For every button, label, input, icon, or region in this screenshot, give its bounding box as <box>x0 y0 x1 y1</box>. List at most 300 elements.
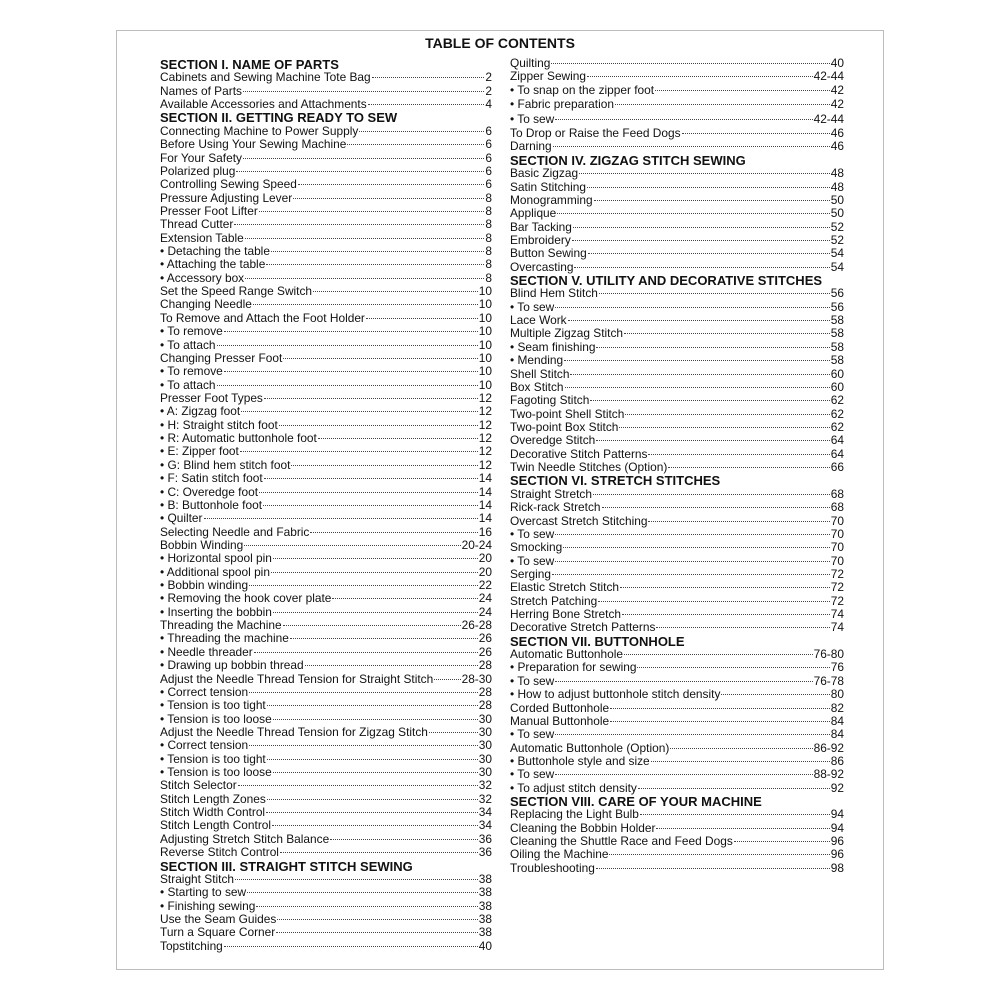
entry-label: Serging <box>510 566 551 581</box>
entry-page-number: 30 <box>478 724 492 739</box>
dot-leader <box>619 427 829 428</box>
toc-entry <box>510 608 844 621</box>
toc-section-heading <box>510 474 844 487</box>
entry-label: Stitch Length Zones <box>160 791 266 806</box>
entry-label: • To sew <box>510 767 555 782</box>
dot-leader <box>372 77 485 78</box>
entry-label: To Remove and Attach the Foot Holder <box>160 310 365 325</box>
dot-leader <box>273 772 478 773</box>
dot-leader <box>267 799 478 800</box>
entry-label: Elastic Stretch Stitch <box>510 580 620 595</box>
entry-page-number: 60 <box>830 366 844 381</box>
dot-leader <box>280 852 478 853</box>
toc-entry <box>510 314 844 327</box>
dot-leader <box>283 358 477 359</box>
entry-page-number: 32 <box>478 791 492 806</box>
toc-entry <box>510 822 844 835</box>
dot-leader <box>266 264 484 265</box>
dot-leader <box>310 532 477 533</box>
entry-page-number: 10 <box>478 350 492 365</box>
entry-label: Darning <box>510 139 552 154</box>
entry-page-number: 98 <box>830 860 844 875</box>
entry-label: • Needle threader <box>160 644 253 659</box>
toc-entry <box>160 98 492 111</box>
dot-leader <box>245 238 485 239</box>
entry-page-number: 56 <box>830 299 844 314</box>
entry-label: Zipper Sewing <box>510 69 587 84</box>
toc-entry <box>160 552 492 565</box>
toc-entry <box>160 926 492 939</box>
toc-entry <box>160 178 492 191</box>
dot-leader <box>555 561 830 562</box>
entry-label: Adjust the Needle Thread Tension for Zigzag Stitch <box>160 724 428 739</box>
toc-entry <box>160 312 492 325</box>
toc-section-heading <box>510 154 844 167</box>
toc-entry <box>510 434 844 447</box>
entry-label: Smocking <box>510 540 563 555</box>
entry-label: • Drawing up bobbin thread <box>160 658 304 673</box>
entry-label: Extension Table <box>160 230 244 245</box>
entry-label: Basic Zigzag <box>510 166 579 181</box>
toc-entry <box>510 194 844 207</box>
entry-label: • Quilter <box>160 511 203 526</box>
toc-entry <box>510 755 844 768</box>
dot-leader <box>305 665 478 666</box>
entry-label: • F: Satin stitch foot <box>160 471 263 486</box>
entry-label: • Removing the hook cover plate <box>160 591 332 606</box>
toc-entry <box>160 592 492 605</box>
toc-entry <box>510 782 844 795</box>
dot-leader <box>610 708 830 709</box>
toc-entry <box>160 285 492 298</box>
entry-label: Automatic Buttonhole (Option) <box>510 740 670 755</box>
entry-page-number: 62 <box>830 393 844 408</box>
entry-label: Lace Work <box>510 313 567 328</box>
dot-leader <box>565 387 830 388</box>
entry-page-number: 76-78 <box>813 673 844 688</box>
entry-label: Quilting <box>510 56 551 70</box>
entry-label: • Threading the machine <box>160 631 289 646</box>
entry-page-number: 12 <box>478 431 492 446</box>
entry-page-number: 14 <box>478 484 492 499</box>
toc-entry <box>510 247 844 260</box>
dot-leader <box>588 253 830 254</box>
dot-leader <box>224 331 478 332</box>
entry-label: Replacing the Light Bulb <box>510 807 639 822</box>
entry-page-number: 2 <box>485 70 492 85</box>
entry-page-number: 82 <box>830 700 844 715</box>
entry-page-number: 70 <box>830 540 844 555</box>
entry-label: • Seam finishing <box>510 339 596 354</box>
entry-page-number: 8 <box>485 230 492 245</box>
toc-entry <box>160 713 492 726</box>
entry-label: • A: Zigzag foot <box>160 404 241 419</box>
dot-leader <box>249 745 478 746</box>
entry-label: Selecting Needle and Fabric <box>160 524 310 539</box>
dot-leader <box>368 104 485 105</box>
entry-page-number: 2 <box>485 83 492 98</box>
dot-leader <box>290 638 478 639</box>
section-title: SECTION II. GETTING READY TO SEW <box>160 110 398 126</box>
toc-entry <box>160 445 492 458</box>
entry-label: Straight Stretch <box>510 486 592 501</box>
dot-leader <box>555 734 830 735</box>
toc-entry <box>510 327 844 340</box>
dot-leader <box>347 144 484 145</box>
toc-entry <box>510 84 844 97</box>
entry-label: To Drop or Raise the Feed Dogs <box>510 126 681 141</box>
entry-page-number: 56 <box>830 286 844 301</box>
entry-label: Names of Parts <box>160 83 242 98</box>
toc-entry <box>160 138 492 151</box>
dot-leader <box>313 291 478 292</box>
dot-leader <box>279 425 478 426</box>
entry-page-number: 58 <box>830 326 844 341</box>
entry-label: Oiling the Machine <box>510 847 609 862</box>
entry-label: Stitch Length Control <box>160 818 272 833</box>
dot-leader <box>273 558 478 559</box>
dot-leader <box>244 545 460 546</box>
dot-leader <box>568 320 830 321</box>
entry-label: • Inserting the bobbin <box>160 604 272 619</box>
dot-leader <box>670 748 812 749</box>
toc-entry <box>510 688 844 701</box>
dot-leader <box>570 374 829 375</box>
dot-leader <box>259 492 478 493</box>
entry-label: Two-point Box Stitch <box>510 419 619 434</box>
entry-label: • Fabric preparation <box>510 97 614 112</box>
dot-leader <box>366 318 478 319</box>
dot-leader <box>596 868 830 869</box>
dot-leader <box>594 200 830 201</box>
toc-entry <box>160 298 492 311</box>
entry-label: • To remove <box>160 364 223 379</box>
entry-label: • To adjust stitch density <box>510 780 637 795</box>
dot-leader <box>668 467 829 468</box>
toc-entry <box>510 848 844 861</box>
toc-entry <box>510 488 844 501</box>
toc-entry <box>160 913 492 926</box>
entry-label: Stitch Selector <box>160 778 237 793</box>
section-title: SECTION VII. BUTTONHOLE <box>510 633 685 649</box>
entry-label: Polarized plug <box>160 163 236 178</box>
entry-page-number: 42 <box>830 82 844 97</box>
entry-label: Button Sewing <box>510 246 587 261</box>
entry-page-number: 72 <box>830 566 844 581</box>
entry-page-number: 6 <box>485 137 492 152</box>
dot-leader <box>245 278 484 279</box>
dot-leader <box>624 654 813 655</box>
dot-leader <box>264 478 478 479</box>
entry-page-number: 12 <box>478 444 492 459</box>
entry-label: • Accessory box <box>160 270 245 285</box>
dot-leader <box>283 625 461 626</box>
entry-label: Multiple Zigzag Stitch <box>510 326 624 341</box>
entry-label: • Tension is too loose <box>160 711 272 726</box>
dot-leader <box>273 719 478 720</box>
toc-entry <box>160 152 492 165</box>
dot-leader <box>598 601 830 602</box>
toc-entry <box>510 728 844 741</box>
dot-leader <box>277 919 477 920</box>
dot-leader <box>359 131 484 132</box>
toc-entry <box>510 768 844 781</box>
dot-leader <box>656 828 829 829</box>
entry-label: Applique <box>510 206 557 221</box>
dot-leader <box>572 240 830 241</box>
entry-page-number: 30 <box>478 738 492 753</box>
dot-leader <box>555 681 812 682</box>
entry-page-number: 72 <box>830 580 844 595</box>
entry-label: Before Using Your Sewing Machine <box>160 137 347 152</box>
entry-page-number: 62 <box>830 406 844 421</box>
entry-label: • To snap on the zipper foot <box>510 82 655 97</box>
entry-label: Reverse Stitch Control <box>160 845 279 860</box>
entry-label: Bar Tacking <box>510 219 572 234</box>
entry-page-number: 40 <box>830 56 844 70</box>
entry-label: Changing Needle <box>160 297 252 312</box>
entry-page-number: 70 <box>830 513 844 528</box>
entry-page-number: 6 <box>485 163 492 178</box>
dot-leader <box>263 505 478 506</box>
entry-label: • To sew <box>510 526 555 541</box>
dot-leader <box>267 705 478 706</box>
entry-label: Overedge Stitch <box>510 433 596 448</box>
entry-label: Blind Hem Stitch <box>510 286 598 301</box>
entry-page-number: 40 <box>478 938 492 953</box>
dot-leader <box>217 385 478 386</box>
entry-page-number: 94 <box>830 820 844 835</box>
dot-leader <box>637 667 829 668</box>
entry-label: • To sew <box>510 299 555 314</box>
dot-leader <box>240 451 478 452</box>
dot-leader <box>590 400 829 401</box>
dot-leader <box>682 133 830 134</box>
entry-page-number: 10 <box>478 324 492 339</box>
toc-entry <box>510 408 844 421</box>
dot-leader <box>429 732 478 733</box>
entry-page-number: 42-44 <box>813 69 844 84</box>
entry-page-number: 14 <box>478 497 492 512</box>
entry-label: • Tension is too tight <box>160 698 266 713</box>
toc-entry <box>510 394 844 407</box>
toc-entry <box>510 97 844 112</box>
entry-page-number: 96 <box>830 834 844 849</box>
entry-page-number: 50 <box>830 206 844 221</box>
dot-leader <box>434 679 460 680</box>
dot-leader <box>238 785 478 786</box>
toc-entry <box>510 341 844 354</box>
dot-leader <box>234 224 484 225</box>
toc-entry <box>510 57 844 70</box>
entry-label: Use the Seam Guides <box>160 912 277 926</box>
toc-entry <box>510 661 844 674</box>
toc-entry <box>510 70 844 83</box>
entry-label: Turn a Square Corner <box>160 925 276 940</box>
entry-page-number: 26-28 <box>461 618 492 633</box>
entry-label: Stretch Patching <box>510 593 598 608</box>
entry-page-number: 68 <box>830 486 844 501</box>
dot-leader <box>204 518 478 519</box>
entry-page-number: 38 <box>478 925 492 940</box>
entry-page-number: 38 <box>478 871 492 886</box>
toc-entry <box>160 686 492 699</box>
dot-leader <box>235 879 478 880</box>
toc-entry <box>510 167 844 180</box>
toc-entry <box>160 419 492 432</box>
toc-entry <box>160 205 492 218</box>
toc-entry <box>160 459 492 472</box>
dot-leader <box>264 398 478 399</box>
entry-page-number: 30 <box>478 711 492 726</box>
entry-page-number: 72 <box>830 593 844 608</box>
entry-page-number: 68 <box>830 500 844 515</box>
entry-label: Topstitching <box>160 938 223 953</box>
toc-entry <box>160 218 492 231</box>
dot-leader <box>615 104 830 105</box>
entry-page-number: 38 <box>478 898 492 913</box>
toc-entry <box>160 512 492 525</box>
entry-page-number: 76 <box>830 660 844 675</box>
entry-page-number: 32 <box>478 778 492 793</box>
entry-label: Box Stitch <box>510 379 564 394</box>
toc-right-column <box>510 57 844 875</box>
entry-label: Presser Foot Types <box>160 390 263 405</box>
entry-page-number: 10 <box>478 297 492 312</box>
dot-leader <box>574 267 829 268</box>
dot-leader <box>563 547 830 548</box>
toc-entry <box>510 595 844 608</box>
dot-leader <box>596 440 830 441</box>
entry-page-number: 28 <box>478 658 492 673</box>
entry-label: • Buttonhole style and size <box>510 753 650 768</box>
dot-leader <box>555 774 812 775</box>
toc-section-heading <box>160 860 492 873</box>
toc-entry <box>160 365 492 378</box>
entry-label: Connecting Machine to Power Supply <box>160 123 359 138</box>
entry-page-number: 54 <box>830 259 844 274</box>
dot-leader <box>271 572 478 573</box>
entry-page-number: 66 <box>830 460 844 475</box>
entry-label: Overcast Stretch Stitching <box>510 513 648 528</box>
dot-leader <box>555 119 812 120</box>
entry-page-number: 52 <box>830 232 844 247</box>
toc-entry <box>510 140 844 153</box>
entry-label: • Additional spool pin <box>160 564 270 579</box>
dot-leader <box>249 692 478 693</box>
toc-entry <box>160 472 492 485</box>
entry-page-number: 30 <box>478 751 492 766</box>
entry-page-number: 20-24 <box>461 537 492 552</box>
dot-leader <box>648 521 829 522</box>
entry-label: Pressure Adjusting Lever <box>160 190 293 205</box>
entry-page-number: 8 <box>485 203 492 218</box>
dot-leader <box>259 211 485 212</box>
dot-leader <box>276 932 478 933</box>
toc-entry <box>160 192 492 205</box>
toc-entry <box>510 675 844 688</box>
dot-leader <box>253 304 478 305</box>
entry-label: • Tension is too tight <box>160 751 266 766</box>
entry-page-number: 58 <box>830 339 844 354</box>
entry-label: • To sew <box>510 112 555 127</box>
toc-entry <box>160 499 492 512</box>
dot-leader <box>625 414 829 415</box>
toc-entry <box>160 232 492 245</box>
toc-section-heading <box>510 795 844 808</box>
entry-page-number: 96 <box>830 847 844 862</box>
entry-page-number: 70 <box>830 526 844 541</box>
entry-label: Rick-rack Stretch <box>510 500 601 515</box>
entry-label: Bobbin Winding <box>160 537 244 552</box>
toc-entry <box>160 258 492 271</box>
entry-page-number: 38 <box>478 912 492 926</box>
dot-leader <box>266 812 478 813</box>
dot-leader <box>648 454 829 455</box>
entry-page-number: 12 <box>478 390 492 405</box>
entry-page-number: 70 <box>830 553 844 568</box>
entry-page-number: 46 <box>830 126 844 141</box>
entry-label: • R: Automatic buttonhole foot <box>160 431 317 446</box>
entry-label: • How to adjust buttonhole stitch density <box>510 687 721 702</box>
dot-leader <box>293 198 484 199</box>
entry-page-number: 48 <box>830 166 844 181</box>
toc-entry <box>510 368 844 381</box>
toc-entry <box>160 833 492 846</box>
entry-page-number: 34 <box>478 805 492 820</box>
toc-section-heading <box>160 58 492 71</box>
entry-label: Thread Cutter <box>160 217 234 232</box>
toc-entry <box>510 381 844 394</box>
entry-page-number: 24 <box>478 604 492 619</box>
toc-entry <box>160 539 492 552</box>
dot-leader <box>640 814 830 815</box>
entry-label: Twin Needle Stitches (Option) <box>510 460 668 475</box>
entry-label: Straight Stitch <box>160 871 235 886</box>
entry-label: Changing Presser Foot <box>160 350 283 365</box>
toc-entry <box>510 421 844 434</box>
dot-leader <box>610 721 830 722</box>
toc-entry <box>510 515 844 528</box>
dot-leader <box>655 90 830 91</box>
toc-entry <box>160 579 492 592</box>
entry-label: • Correct tension <box>160 738 249 753</box>
entry-page-number: 28-30 <box>461 671 492 686</box>
entry-label: • Correct tension <box>160 684 249 699</box>
entry-label: • Finishing sewing <box>160 898 256 913</box>
entry-label: • B: Buttonhole foot <box>160 497 262 512</box>
entry-page-number: 64 <box>830 433 844 448</box>
entry-page-number: 10 <box>478 310 492 325</box>
entry-page-number: 84 <box>830 713 844 728</box>
toc-entry <box>160 779 492 792</box>
dot-leader <box>596 347 829 348</box>
entry-page-number: 34 <box>478 818 492 833</box>
entry-label: Fagoting Stitch <box>510 393 590 408</box>
toc-entry <box>160 392 492 405</box>
toc-entry <box>160 566 492 579</box>
dot-leader <box>656 627 829 628</box>
entry-page-number: 12 <box>478 417 492 432</box>
dot-leader <box>651 761 830 762</box>
entry-page-number: 12 <box>478 404 492 419</box>
toc-entry <box>160 325 492 338</box>
entry-page-number: 58 <box>830 313 844 328</box>
toc-entry <box>510 112 844 127</box>
entry-label: • Horizontal spool pin <box>160 551 272 566</box>
entry-page-number: 58 <box>830 353 844 368</box>
entry-page-number: 74 <box>830 620 844 635</box>
